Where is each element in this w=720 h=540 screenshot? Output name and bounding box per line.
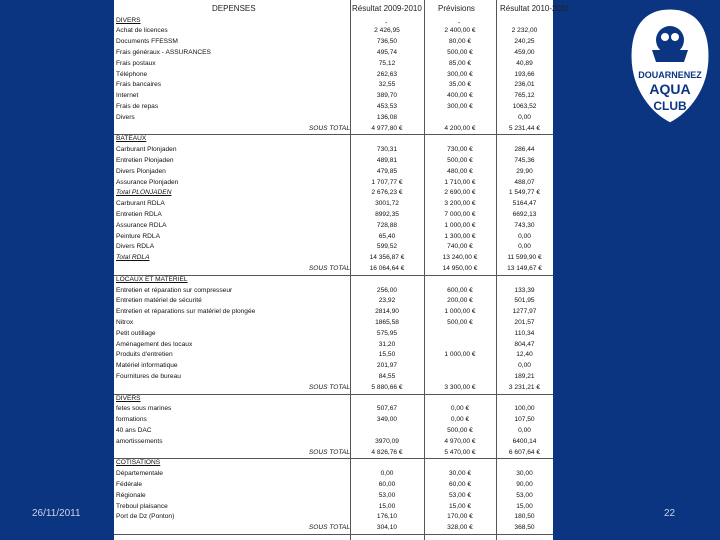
- value-previsions: 1 000,00 €: [444, 308, 476, 316]
- subtotal-row: [114, 383, 553, 394]
- value-2010-2011: 3 231,21 €: [508, 383, 541, 391]
- value-2010-2011: 1277,97: [512, 308, 537, 316]
- value-previsions: 15,00 €: [449, 502, 471, 510]
- value-2009-2010: 32,55: [378, 81, 396, 89]
- table-row: [114, 286, 553, 297]
- header-resultat-2009-2010: Résultat 2009-2010: [352, 4, 422, 13]
- value-2010-2011: 189,21: [514, 372, 535, 380]
- value-2009-2010: 575,95: [376, 329, 398, 337]
- table-row: [114, 361, 553, 372]
- value-2009-2010: 15,50: [378, 351, 396, 359]
- value-2009-2010: 84,55: [378, 372, 396, 380]
- row-label: Total RDLA: [116, 254, 150, 262]
- row-label: Divers: [116, 113, 135, 121]
- value-2009-2010: 0,00: [380, 470, 394, 478]
- table-row: [114, 37, 553, 48]
- value-2009-2010: 736,50: [376, 38, 398, 46]
- value-2009-2010: 75,12: [378, 59, 396, 67]
- value-previsions: 53,00 €: [449, 491, 471, 499]
- row-label: Treboul plaisance: [116, 502, 168, 510]
- value-previsions: 300,00 €: [447, 70, 473, 78]
- row-label: Entretien RDLA: [116, 210, 162, 218]
- table-row: [114, 329, 553, 340]
- budget-sheet: [114, 0, 570, 540]
- value-2010-2011: 745,36: [514, 156, 535, 164]
- value-previsions: 300,00 €: [447, 102, 473, 110]
- value-2010-2011: 15,00: [516, 502, 533, 510]
- value-2009-2010: 304,10: [376, 524, 398, 532]
- value-2010-2011: 0,00: [518, 232, 531, 240]
- value-previsions: 2 400,00 €: [444, 27, 476, 35]
- table-row: [114, 318, 553, 329]
- row-label: Frais postaux: [116, 59, 156, 67]
- row-label: DIVERS: [116, 16, 141, 24]
- row-label: Frais généraux - ASSURANCES: [116, 48, 211, 56]
- value-2010-2011: 1063,52: [512, 102, 537, 110]
- value-2010-2011: 13 149,67 €: [507, 264, 542, 272]
- subtotal-label: SOUS TOTAL: [308, 524, 350, 532]
- table-row: [114, 80, 553, 91]
- table-row: [114, 59, 553, 70]
- value-2010-2011: 286,44: [514, 146, 535, 154]
- subtotal-label: SOUS TOTAL: [308, 264, 350, 272]
- table-row: [114, 178, 553, 189]
- row-label: Documents FFESSM: [116, 38, 178, 46]
- value-previsions: 480,00 €: [447, 167, 473, 175]
- row-label: Régionale: [116, 491, 146, 499]
- value-previsions: 500,00 €: [447, 318, 473, 326]
- value-2010-2011: 40,89: [516, 59, 533, 67]
- table-row: [114, 253, 553, 264]
- value-2010-2011: 29,90: [516, 167, 533, 175]
- row-label: 40 ans DAC: [116, 426, 152, 434]
- value-2010-2011: 201,57: [514, 318, 535, 326]
- table-row: [114, 242, 553, 253]
- section-divider: [114, 458, 553, 459]
- table-row: [114, 188, 553, 199]
- value-2010-2011: 90,00: [516, 480, 533, 488]
- value-2009-2010: 256,00: [376, 286, 398, 294]
- row-label: Entretien Plonjaden: [116, 156, 174, 164]
- subtotal-label: SOUS TOTAL: [308, 448, 350, 456]
- diver-head-icon: [656, 26, 684, 54]
- row-label: formations: [116, 416, 147, 424]
- value-2010-2011: 0,00: [518, 426, 531, 434]
- value-2009-2010: 1 707,77 €: [371, 178, 403, 186]
- value-previsions: 3 200,00 €: [444, 200, 476, 208]
- logo-line1: DOUARNENEZ: [638, 70, 702, 80]
- value-previsions: 600,00 €: [447, 286, 473, 294]
- value-2010-2011: 6400,14: [512, 437, 537, 445]
- value-2009-2010: 4 977,80 €: [371, 124, 403, 132]
- value-2010-2011: 459,00: [514, 48, 535, 56]
- value-previsions: 500,00 €: [447, 426, 473, 434]
- row-label: Aménagement des locaux: [116, 340, 193, 348]
- table-row: [114, 426, 553, 437]
- value-2010-2011: 53,00: [516, 491, 533, 499]
- row-label: Assurance RDLA: [116, 221, 167, 229]
- value-2009-2010: 730,31: [376, 146, 398, 154]
- value-2010-2011: 236,01: [514, 81, 535, 89]
- row-label: Carburant Plonjaden: [116, 146, 177, 154]
- table-row: [114, 458, 553, 469]
- row-label: amortissements: [116, 437, 163, 445]
- value-2009-2010: 479,85: [376, 167, 398, 175]
- value-previsions: 80,00 €: [449, 38, 471, 46]
- value-2010-2011: 30,00: [516, 470, 533, 478]
- row-label: Départementale: [116, 470, 163, 478]
- value-2010-2011: 180,50: [514, 513, 535, 521]
- table-row: [114, 502, 553, 513]
- value-previsions: 730,00 €: [447, 146, 473, 154]
- value-2010-2011: 0,00: [518, 362, 531, 370]
- row-label: Divers Plonjaden: [116, 167, 166, 175]
- row-label: Téléphone: [116, 70, 148, 78]
- table-row: [114, 296, 553, 307]
- value-previsions: 500,00 €: [447, 48, 473, 56]
- footer-date: 26/11/2011: [32, 508, 81, 519]
- row-label: Carburant RDLA: [116, 200, 165, 208]
- value-2009-2010: 262,63: [376, 70, 398, 78]
- value-2009-2010: 5 880,66 €: [371, 383, 403, 391]
- subtotal-row: [114, 124, 553, 135]
- value-2010-2011: 11 599,90 €: [507, 254, 542, 262]
- value-previsions: 500,00 €: [447, 156, 473, 164]
- table-row: [114, 221, 553, 232]
- value-2009-2010: 14 356,87 €: [369, 254, 405, 262]
- douarnenez-aqua-club-logo: [628, 4, 712, 128]
- row-label: DIVERS: [116, 394, 141, 402]
- value-2009-2010: 489,81: [376, 156, 398, 164]
- value-previsions: 200,00 €: [447, 297, 473, 305]
- table-row: [114, 134, 553, 145]
- value-2010-2011: 765,12: [514, 92, 535, 100]
- value-previsions: 3 300,00 €: [444, 383, 476, 391]
- row-label: fetes sous marines: [116, 405, 172, 413]
- value-2010-2011: 100,00: [514, 405, 535, 413]
- value-2009-2010: 15,00: [378, 502, 396, 510]
- value-2010-2011: 368,50: [514, 524, 535, 532]
- value-2009-2010: 389,70: [376, 92, 398, 100]
- value-previsions: 0,00 €: [450, 416, 470, 424]
- value-2009-2010: 507,67: [376, 405, 398, 413]
- value-previsions: 328,00 €: [447, 524, 473, 532]
- row-label: LOCAUX ET MATERIEL: [116, 275, 188, 283]
- header-previsions: Prévisions: [438, 4, 475, 13]
- value-2009-2010: 2814,90: [375, 308, 399, 316]
- table-row: [114, 404, 553, 415]
- table-row: [114, 167, 553, 178]
- value-2009-2010: 3970,09: [375, 437, 399, 445]
- value-2009-2010: 2 426,95: [374, 27, 400, 35]
- row-label: Frais de repas: [116, 102, 159, 110]
- table-row: [114, 307, 553, 318]
- table-row: [114, 113, 553, 124]
- row-label: Achat de licences: [116, 27, 168, 35]
- row-label: Nitrox: [116, 318, 134, 326]
- value-2009-2010: 136,08: [376, 113, 398, 121]
- value-previsions: 30,00 €: [449, 470, 471, 478]
- value-2009-2010: 453,53: [376, 102, 398, 110]
- table-row: [114, 156, 553, 167]
- value-previsions: 400,00 €: [447, 92, 473, 100]
- header-resultat-2010-2011: Résultat 2010-2011: [500, 4, 570, 13]
- value-previsions: 14 950,00 €: [442, 264, 478, 272]
- value-2010-2011: 0,00: [518, 113, 531, 121]
- value-2010-2011: 2 232,00: [511, 27, 538, 35]
- logo-line3: CLUB: [653, 99, 687, 113]
- value-2009-2010: 3001,72: [375, 200, 399, 208]
- table-row: [114, 199, 553, 210]
- subtotal-label: SOUS TOTAL: [308, 124, 350, 132]
- value-2010-2011: 5 231,44 €: [508, 124, 541, 132]
- row-label: Divers RDLA: [116, 243, 155, 251]
- value-2009-2010: 23,92: [378, 297, 396, 305]
- row-label: Produits d'entretien: [116, 351, 173, 359]
- row-label: Entretien et réparations sur matériel de plongée: [116, 308, 256, 316]
- value-2010-2011: 133,39: [514, 286, 535, 294]
- value-2009-2010: 65,40: [378, 232, 396, 240]
- table-row: [114, 350, 553, 361]
- value-2010-2011: 107,50: [514, 416, 535, 424]
- value-2009-2010: 8992,35: [375, 210, 399, 218]
- table-row: [114, 491, 553, 502]
- value-previsions: 5 470,00 €: [444, 448, 476, 456]
- value-previsions: 1 300,00 €: [444, 232, 476, 240]
- table-row: [114, 26, 553, 37]
- value-previsions: 1 000,00 €: [444, 351, 476, 359]
- row-label: Entretien et réparation sur compresseur: [116, 286, 233, 294]
- value-2009-2010: 1865,58: [375, 318, 399, 326]
- table-row: [114, 48, 553, 59]
- value-2009-2010: 495,74: [376, 48, 398, 56]
- value-2010-2011: 12,40: [516, 351, 533, 359]
- value-2010-2011: 193,66: [514, 70, 535, 78]
- value-2010-2011: 501,95: [514, 297, 535, 305]
- header-dash: -: [385, 20, 388, 27]
- value-previsions: 0,00 €: [450, 405, 470, 413]
- value-2010-2011: 6 607,64 €: [508, 448, 541, 456]
- header-depenses: DEPENSES: [212, 4, 256, 13]
- page-number: 22: [664, 508, 676, 519]
- section-divider: [114, 134, 553, 135]
- section-divider: [114, 394, 553, 395]
- row-label: Internet: [116, 92, 139, 100]
- row-label: COTISATIONS: [116, 459, 161, 467]
- value-2009-2010: 60,00: [378, 480, 396, 488]
- row-label: BATEAUX: [116, 135, 147, 143]
- subtotal-row: [114, 523, 553, 534]
- table-row: [114, 102, 553, 113]
- table-row: [114, 91, 553, 102]
- value-previsions: 1 710,00 €: [444, 178, 476, 186]
- row-label: Total PLONJADEN: [116, 189, 172, 197]
- row-label: Matériel informatique: [116, 362, 178, 370]
- table-row: [114, 145, 553, 156]
- table-row: [114, 480, 553, 491]
- value-2009-2010: 16 064,64 €: [369, 264, 405, 272]
- table-row: [114, 232, 553, 243]
- value-2010-2011: 743,30: [514, 221, 535, 229]
- table-row: [114, 340, 553, 351]
- subtotal-row: [114, 448, 553, 459]
- value-previsions: 4 970,00 €: [444, 437, 476, 445]
- subtotal-label: SOUS TOTAL: [308, 383, 350, 391]
- value-2009-2010: 53,00: [378, 491, 396, 499]
- section-divider: [114, 534, 553, 535]
- table-row: [114, 512, 553, 523]
- value-2009-2010: 599,52: [376, 243, 398, 251]
- table-row: [114, 70, 553, 81]
- value-2009-2010: 4 826,76 €: [371, 448, 403, 456]
- row-label: Entretien matériel de sécurité: [116, 297, 202, 305]
- table-row: [114, 210, 553, 221]
- row-label: Frais bancaires: [116, 81, 162, 89]
- row-label: Peinture RDLA: [116, 232, 160, 240]
- table-row: [114, 372, 553, 383]
- row-label: Fédérale: [116, 480, 143, 488]
- value-2010-2011: 0,00: [518, 243, 531, 251]
- value-2010-2011: 804,47: [514, 340, 535, 348]
- value-2010-2011: 110,34: [514, 329, 535, 337]
- value-previsions: 60,00 €: [449, 480, 471, 488]
- row-label: Petit outillage: [116, 329, 156, 337]
- subtotal-row: [114, 264, 553, 275]
- value-2010-2011: 488,07: [514, 178, 535, 186]
- value-2009-2010: 176,10: [376, 513, 398, 521]
- section-divider: [114, 275, 553, 276]
- value-previsions: 13 240,00 €: [442, 254, 478, 262]
- table-row: [114, 415, 553, 426]
- value-previsions: 170,00 €: [447, 513, 473, 521]
- table-row: [114, 394, 553, 405]
- value-previsions: 35,00 €: [449, 81, 471, 89]
- table-row: [114, 469, 553, 480]
- value-previsions: 1 000,00 €: [444, 221, 476, 229]
- value-previsions: 85,00 €: [449, 59, 471, 67]
- logo-line2: AQUA: [649, 81, 691, 97]
- value-previsions: 2 690,00 €: [444, 189, 476, 197]
- table-row: [114, 437, 553, 448]
- value-2009-2010: 349,00: [376, 416, 398, 424]
- value-2009-2010: 201,97: [376, 362, 398, 370]
- value-2009-2010: 31,20: [378, 340, 396, 348]
- value-2010-2011: 1 549,77 €: [508, 189, 541, 197]
- value-previsions: 4 200,00 €: [444, 124, 476, 132]
- value-previsions: 740,00 €: [447, 243, 473, 251]
- table-row: [114, 275, 553, 286]
- row-label: Fournitures de bureau: [116, 372, 181, 380]
- value-previsions: 7 000,00 €: [444, 210, 476, 218]
- value-2010-2011: 240,25: [514, 38, 535, 46]
- row-label: Assurance Plonjaden: [116, 178, 179, 186]
- value-2009-2010: 728,88: [376, 221, 398, 229]
- value-2009-2010: 2 676,23 €: [371, 189, 403, 197]
- header-dash: -: [458, 20, 461, 27]
- table-row: [114, 16, 553, 27]
- value-2010-2011: 6692,13: [512, 210, 537, 218]
- value-2010-2011: 5164,47: [512, 200, 537, 208]
- row-label: Port de Dz (Ponton): [116, 513, 175, 521]
